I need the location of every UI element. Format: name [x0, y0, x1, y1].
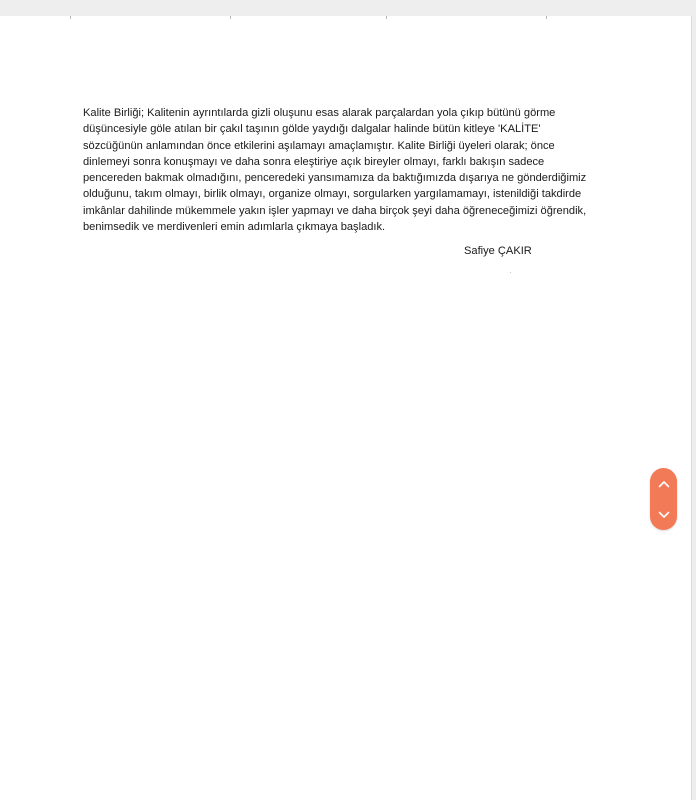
body-line: benimsedik ve merdivenleri emin adımlarla çıkmaya başladık. — [83, 221, 386, 234]
body-line: olduğunu, takım olmayı, birlik olmayı, organize olmayı, sorgularken yargılamamayı, istenildiği takdirde — [83, 188, 582, 201]
body-line: Kalite Birliği; Kalitenin ayrıntılarda gizli oluşunu esas alarak parçalardan yola çıkıp bütünü görme — [83, 107, 556, 119]
scan-speck — [510, 272, 511, 273]
signature: Safiye ÇAKIR — [464, 245, 532, 257]
page-mark — [70, 16, 71, 19]
page-mark — [386, 16, 387, 19]
body-line: imkânlar dahilinde mükemmele yakın işler yapmayı ve daha birçok şeyi daha öğreneceğimizi öğrendik, — [83, 204, 587, 217]
page-mark — [546, 16, 547, 19]
scroll-down-button[interactable] — [650, 499, 677, 530]
chevron-down-icon — [658, 511, 670, 519]
scroll-up-button[interactable] — [650, 468, 677, 499]
body-line: düşüncesiyle göle atılan bir çakıl taşının gölde yaydığı dalgalar halinde bütün kitleye 'KALİTE' — [83, 123, 541, 136]
body-line: dinlemeyi sonra konuşmayı ve daha sonra eleştiriye açık bireyler olmayı, farklı bakışın sadece — [83, 155, 545, 168]
document-body — [83, 105, 628, 235]
page-top-edge — [0, 16, 691, 20]
body-line: pencereden bakmak olmadığını, penceredeki yansımamıza da baktığımızda dışarıya ne gönderdiğimiz — [83, 172, 587, 185]
document-page — [0, 16, 692, 800]
page-mark — [230, 16, 231, 19]
page-scroll-control — [650, 468, 677, 530]
body-line: sözcüğünün anlamından önce etkilerini aşılamayı amaçlamıştır. Kalite Birliği üyeleri olarak; önce — [83, 139, 555, 152]
chevron-up-icon — [658, 480, 670, 488]
